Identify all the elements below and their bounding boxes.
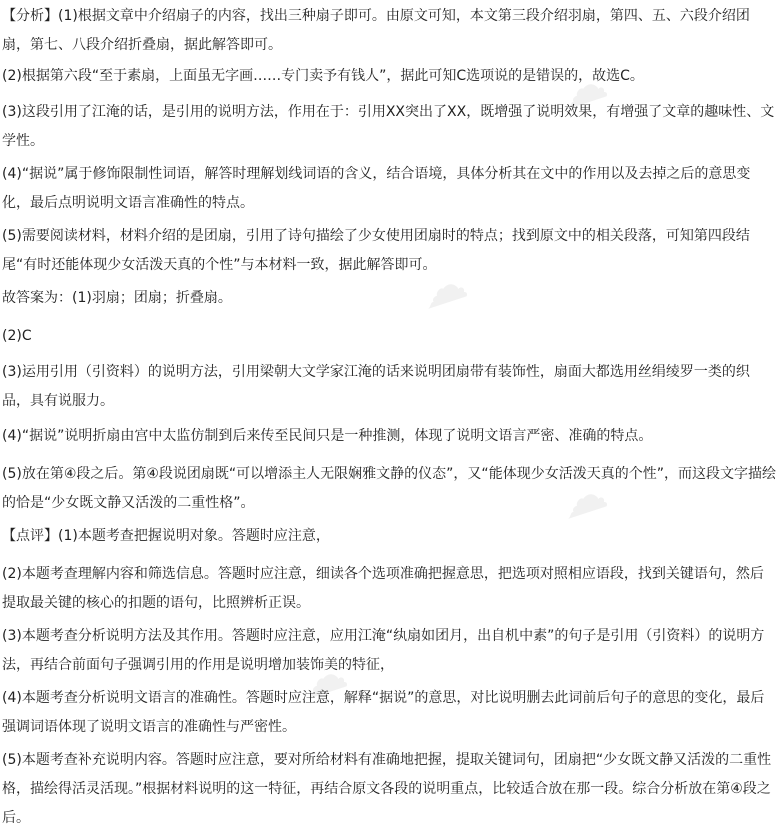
- comment-item-4: (4)本题考查分析说明文语言的准确性。答题时应注意，解释“据说”的意思，对比说明删去此词前后句子的意思的变化，最后强调词语体现了说明文语言的准确性与严密性。: [2, 690, 765, 735]
- answer-item-3: (3)运用引用（引资料）的说明方法，引用梁朝大文学家江淹的话来说明团扇带有装饰性，扇面大都选用丝绢绫罗一类的织品，具有说服力。: [2, 364, 750, 409]
- comment-item-2: (2)本题考查理解内容和筛选信息。答题时应注意，细读各个选项准确把握意思，把选项对照相应语段，找到关键语句，然后提取最关键的核心的扣题的语句，比照辨析正误。: [2, 566, 764, 611]
- answer-item-4: (4)“据说”说明折扇由宫中太监仿制到后来传至民间只是一种推测，体现了说明文语言严密、准确的特点。: [2, 428, 653, 444]
- analysis-item-3: (3)这段引用了江淹的话，是引用的说明方法，作用在于：引用XX突出了XX，既增强了说明效果，有增强了文章的趣味性、文学性。: [2, 104, 775, 149]
- watermark: ☁: [552, 54, 614, 120]
- analysis-item-5: (5)需要阅读材料，材料介绍的是团扇，引用了诗句描绘了少女使用团扇时的特点；找到原文中的相关段落，可知第四段结尾“有时还能体现少女活泼天真的个性”与本材料一致，据此解答即可。: [2, 228, 750, 273]
- comment-item-5: (5)本题考查补充说明内容。答题时应注意，要对所给材料有准确地把握，提取关键词句，团扇把“少女既文静又活泼的二重性格，描绘得活灵活现。”根据材料说明的这一特征，再结合原文各段的说明重点，比较适合放在那一段。综合分析放在第④段之后。: [2, 752, 772, 826]
- comment-item-3: (3)本题考查分析说明方法及其作用。答题时应注意，应用江淹“纨扇如团月，出自机中素”的句子是引用（引资料）的说明方法，再结合前面句子强调引用的作用是说明增加装饰美的特征，: [2, 628, 765, 673]
- analysis-item-4: (4)“据说”属于修饰限制性词语，解答时理解划线词语的含义，结合语境，具体分析其在文中的作用以及去掉之后的意思变化，最后点明说明文语言准确性的特点。: [2, 166, 751, 211]
- analysis-item-2: (2)根据第六段“至于素扇，上面虽无字画……专门卖予有钱人”，据此可知C选项说的是错误的，故选C。: [2, 68, 644, 84]
- analysis-item-1: 【分析】(1)根据文章中介绍扇子的内容，找出三种扇子即可。由原文可知，本文第三段介绍羽扇，第四、五、六段介绍团扇，第七、八段介绍折叠扇，据此解答即可。: [2, 8, 750, 53]
- answer-item-2: (2)C: [2, 328, 32, 344]
- answer-item-1: 故答案为：(1)羽扇；团扇；折叠扇。: [2, 290, 232, 306]
- comment-item-1: 【点评】(1)本题考查把握说明对象。答题时应注意，: [2, 528, 330, 544]
- watermark: ☁: [412, 254, 474, 320]
- watermark: ☁: [552, 464, 614, 530]
- answer-item-5: (5)放在第④段之后。第④段说团扇既“可以增添主人无限娴雅文静的仪态”，又“能体现少女活泼天真的个性”，而这段文字描绘的恰是“少女既文静又活泼的二重性格”。: [2, 466, 776, 511]
- watermark: ☁: [292, 644, 354, 710]
